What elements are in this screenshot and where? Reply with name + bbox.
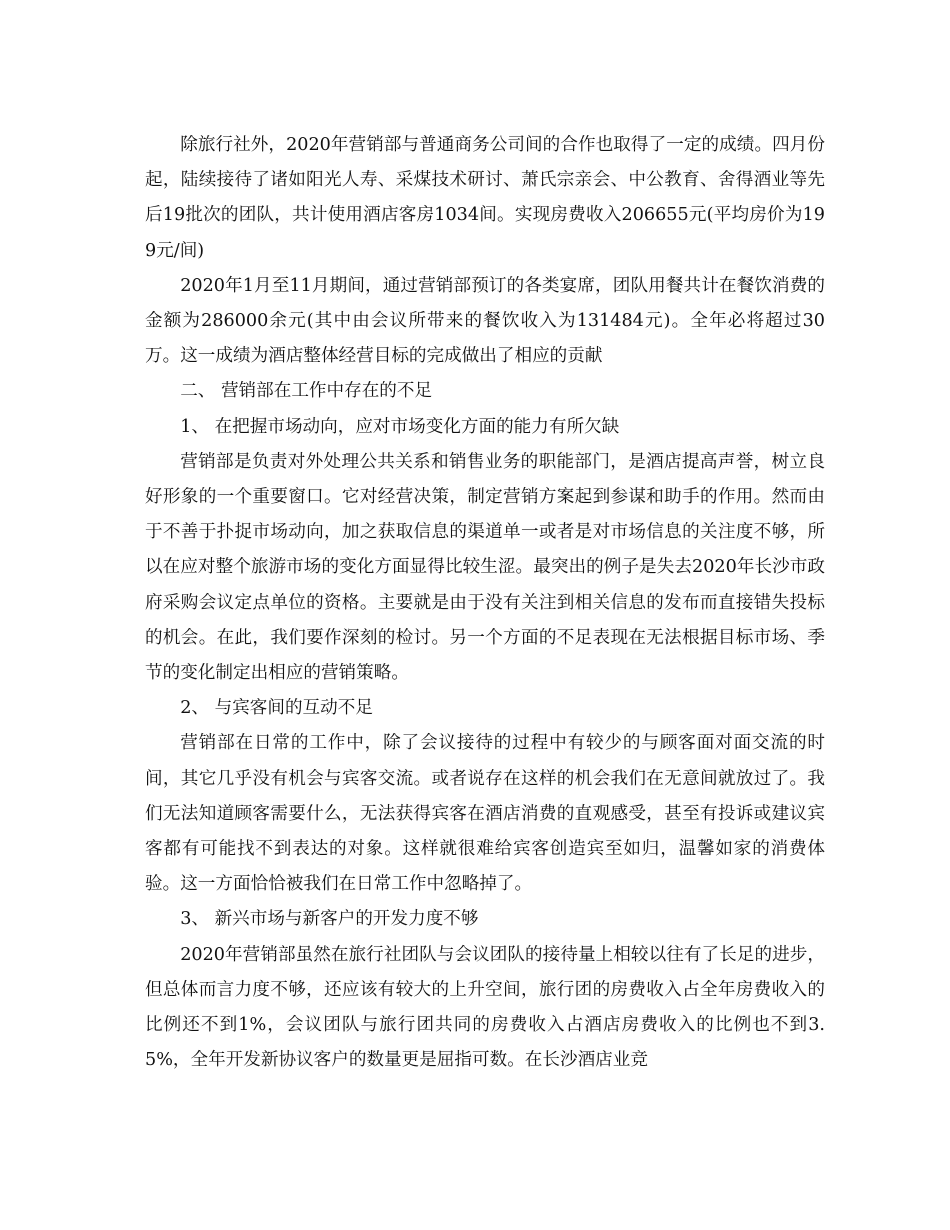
paragraph-travel-agency-cooperation: 除旅行社外，2020年营销部与普通商务公司间的合作也取得了一定的成绩。四月份起，陆续接待了诸如阳光人寿、采煤技术研讨、萧氏宗亲会、中公教育、舍得酒业等先后19批次的团队，共计使用酒店客房1034间。实现房费收入206655元(平均房价为199元/间) — [145, 135, 825, 261]
subheading-market-trends: 1、 在把握市场动向，应对市场变化方面的能力有所欠缺 — [180, 416, 620, 437]
section-heading-shortcomings: 二、 营销部在工作中存在的不足 — [180, 381, 433, 402]
paragraph-market-trends: 营销部是负责对外处理公共关系和销售业务的职能部门，是酒店提高声誉，树立良好形象的一个重要窗口。它对经营决策，制定营销方案起到参谋和助手的作用。然而由于不善于扑捉市场动向，加之获取信息的渠道单一或者是对市场信息的关注度不够，所以在应对整个旅游市场的变化方面显得比较生涩。最突出的例子是失去2020年长沙市政府采购会议定点单位的资格。主要就是由于没有关注到相关信息的发布而直接错失投标的机会。在此，我们要作深刻的检讨。另一个方面的不足表现在无法根据目标市场、季节的变化制定出相应的营销策略。 — [145, 451, 825, 684]
subheading-guest-interaction: 2、 与宾客间的互动不足 — [180, 698, 373, 719]
paragraph-guest-interaction: 营销部在日常的工作中，除了会议接待的过程中有较少的与顾客面对面交流的时间，其它几乎没有机会与宾客交流。或者说存在这样的机会我们在无意间就放过了。我们无法知道顾客需要什么，无法获得宾客在酒店消费的直观感受，甚至有投诉或建议宾客都有可能找不到表达的对象。这样就很难给宾客创造宾至如归，温馨如家的消费体验。这一方面恰恰被我们在日常工作中忽略掉了。 — [145, 733, 825, 895]
paragraph-banquet-revenue: 2020年1月至11月期间，通过营销部预订的各类宴席，团队用餐共计在餐饮消费的金额为286000余元(其中由会议所带来的餐饮收入为131484元)。全年必将超过30万。这一成绩为酒店整体经营目标的完成做出了相应的贡献 — [145, 275, 825, 367]
subheading-new-markets: 3、 新兴市场与新客户的开发力度不够 — [180, 909, 479, 930]
paragraph-new-markets: 2020年营销部虽然在旅行社团队与会议团队的接待量上相较以往有了长足的进步，但总体而言力度不够，还应该有较大的上升空间，旅行团的房费收入占全年房费收入的比例还不到1%，会议团队与旅行团共同的房费收入占酒店房费收入的比例也不到3.5%，全年开发新协议客户的数量更是屈指可数。在长沙酒店业竞 — [145, 944, 825, 1071]
